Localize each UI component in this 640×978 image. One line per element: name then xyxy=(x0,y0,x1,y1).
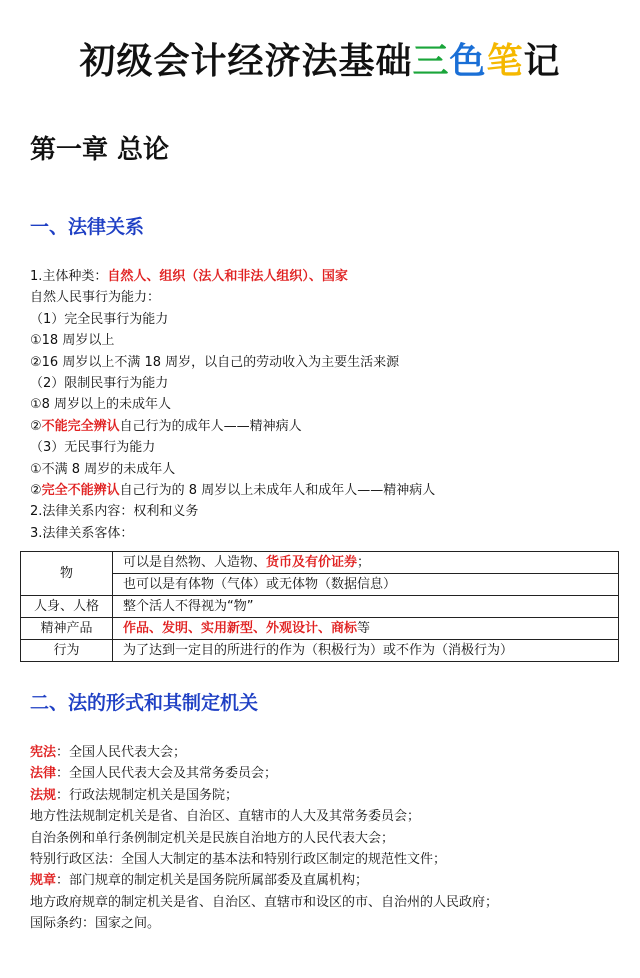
table-key-cell: 人身、人格 xyxy=(21,596,113,618)
text-line: ①不满 8 周岁的未成年人 xyxy=(30,461,176,477)
text-line: （1）完全民事行为能力 xyxy=(30,311,169,327)
section2-body xyxy=(30,742,620,935)
text-line: （3）无民事行为能力 xyxy=(30,440,156,456)
text-line: 2.法律关系内容：权利和义务 xyxy=(30,504,199,520)
text-line: 国际条约：国家之间。 xyxy=(30,916,161,932)
text-line: ②16 周岁以上不满 18 周岁，以自己的劳动收入为主要生活来源 xyxy=(30,354,400,370)
table-value-cell: 作品、发明、实用新型、外观设计、商标等 xyxy=(113,618,619,640)
text-line: 规章：部门规章的制定机关是国务院所属部委及直属机构； xyxy=(30,873,369,889)
text-line: 自治条例和单行条例制定机关是民族自治地方的人民代表大会； xyxy=(30,830,395,846)
title-tail: 记 xyxy=(523,41,561,82)
title-char-green: 三 xyxy=(412,41,450,82)
table-key-cell: 精神产品 xyxy=(21,618,113,640)
text-line: 自然人民事行为能力： xyxy=(30,290,161,306)
text-line: ②完全不能辨认自己行为的 8 周岁以上未成年人和成年人——精神病人 xyxy=(30,482,436,498)
section-heading-legal-forms: 二、法的形式和其制定机关 xyxy=(30,692,259,714)
text-line: 地方性法规制定机关是省、自治区、直辖市的人大及其常务委员会； xyxy=(30,809,421,825)
section1-body xyxy=(30,266,620,544)
title-char-blue: 色 xyxy=(449,41,487,82)
title-main: 初级会计经济法基础 xyxy=(79,41,413,82)
text-line: （2）限制民事行为能力 xyxy=(30,375,169,391)
text-line: 法规：行政法规制定机关是国务院； xyxy=(30,787,239,803)
table-value-cell: 也可以是有体物（气体）或无体物（数据信息） xyxy=(113,574,619,596)
text-line: 3.法律关系客体： xyxy=(30,525,134,541)
table-row xyxy=(21,618,619,640)
table-key-cell: 物 xyxy=(21,552,113,596)
table-row xyxy=(21,596,619,618)
table-value-cell: 为了达到一定目的所进行的作为（积极行为）或不作为（消极行为） xyxy=(113,640,619,662)
document-title xyxy=(0,38,640,86)
legal-object-table xyxy=(20,551,619,662)
title-char-yellow: 笔 xyxy=(486,41,524,82)
text-line: 地方政府规章的制定机关是省、自治区、直辖市和设区的市、自治州的人民政府； xyxy=(30,894,499,910)
table-row xyxy=(21,552,619,574)
text-line: 法律：全国人民代表大会及其常务委员会； xyxy=(30,766,278,782)
text-line: ②不能完全辨认自己行为的成年人——精神病人 xyxy=(30,418,302,434)
table-value-cell: 可以是自然物、人造物、货币及有价证券； xyxy=(113,552,619,574)
table-key-cell: 行为 xyxy=(21,640,113,662)
text-line: 宪法：全国人民代表大会； xyxy=(30,745,187,760)
text-line: ①8 周岁以上的未成年人 xyxy=(30,397,172,413)
table-value-cell: 整个活人不得视为“物” xyxy=(113,596,619,618)
text-line: 1.主体种类：自然人、组织（法人和非法人组织）、国家 xyxy=(30,269,348,284)
chapter-heading: 第一章 总论 xyxy=(30,135,170,165)
text-line: 特别行政区法：全国人大制定的基本法和特别行政区制定的规范性文件； xyxy=(30,851,447,867)
section-heading-legal-relations: 一、法律关系 xyxy=(30,216,145,238)
table-row xyxy=(21,640,619,662)
text-line: ①18 周岁以上 xyxy=(30,333,115,349)
